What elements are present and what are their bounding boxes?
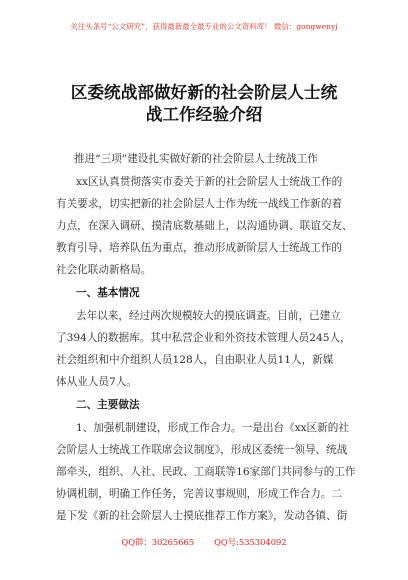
intro-line-3: 力点，在深入调研、摸清底数基础上，以沟通协调、联谊交友、 <box>56 220 353 232</box>
intro-line-5: 社会化联动新格局。 <box>56 264 152 276</box>
section-2-line-5: 是下发《新的社会阶层人士摸底推荐工作方案》，发动各镇、街 <box>56 510 348 522</box>
section-1-line-3: 社会组织和中介组织人员128人，自由职业人员11人，新媒 <box>56 354 334 366</box>
section-1-heading: 一、基本情况 <box>76 287 140 299</box>
intro-line-2: 有关要求，切实把新的社会阶层人士作为统一战线工作新的着 <box>56 198 343 210</box>
section-2-line-3: 部牵头，组织、人社、民政、工商联等16家部门共同参与的工作 <box>56 466 356 478</box>
section-2-heading: 二、主要做法 <box>76 399 140 411</box>
page-title-line-1: 区委统战部做好新的社会阶层人士统 <box>70 82 338 102</box>
subtitle: 推进“三项”建设扎实做好新的社会阶层人士统战工作 <box>74 153 318 165</box>
intro-line-1: xx区认真贯彻落实市委关于新的社会阶层人士统战工作的 <box>76 176 343 188</box>
section-1-line-1: 去年以来，经过两次规模较大的摸底调查。目前，已建立 <box>76 310 341 322</box>
footer-qq-number: QQ号:535304092 <box>214 537 287 547</box>
section-2-line-4: 协调机制，明确工作任务，完善议事规则，形成工作合力。二 <box>56 488 343 500</box>
section-1-line-2: 了394人的数据库。其中私营企业和外资技术管理人员245人， <box>56 332 351 344</box>
footer-qq-group: QQ群：30265665 <box>121 537 195 547</box>
top-banner: 关注头条号“公文研究”，获得最新最全最专业的公文资料库！ 微信：gongwenyj <box>70 22 338 31</box>
intro-line-4: 教育引导、培养队伍为重点，推动形成新阶层人士统战工作的 <box>56 242 343 254</box>
section-1-line-4: 体从业人员7人。 <box>56 376 137 388</box>
section-2-line-1: 1、加强机制建设，形成工作合力。一是出台《xx区新的社 <box>76 422 349 434</box>
section-2-line-2: 会阶层人士统战工作联席会议制度》，形成区委统一领导、统战 <box>56 444 348 456</box>
footer-contact <box>0 536 408 548</box>
page-title-line-2: 战工作经验介绍 <box>145 104 263 124</box>
